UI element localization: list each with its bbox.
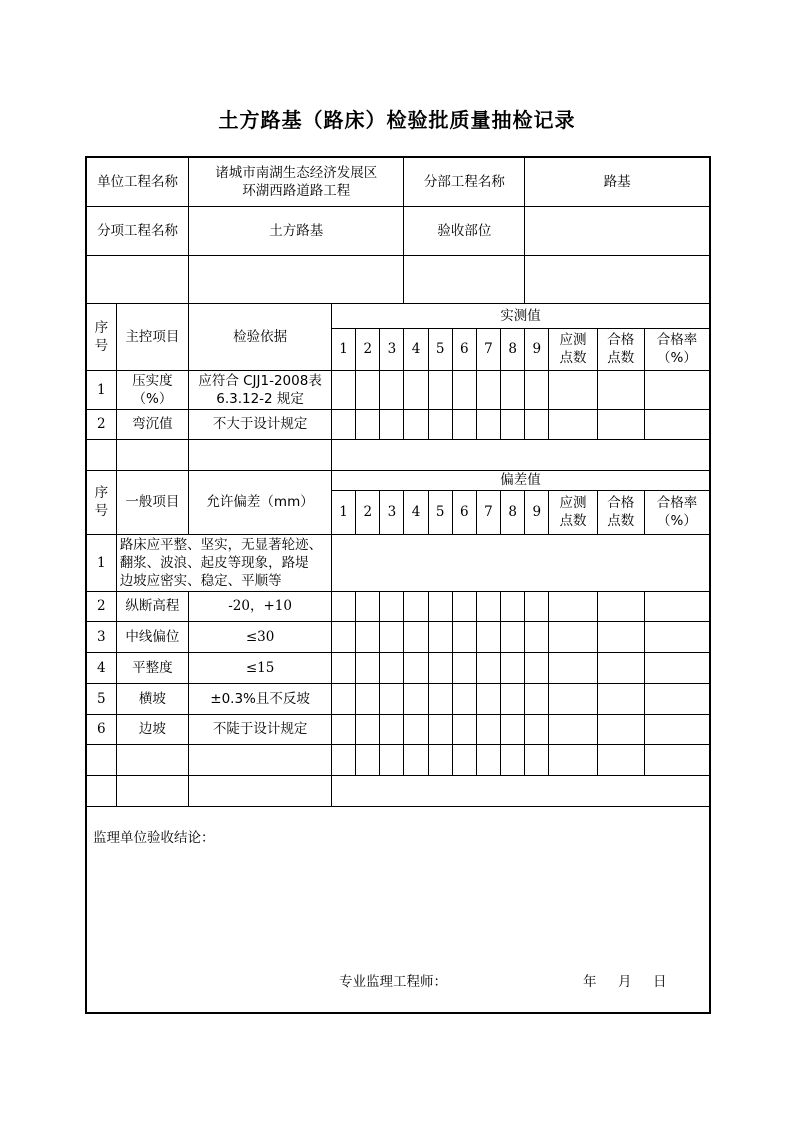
value-cell[interactable] [476, 591, 500, 621]
value-cell[interactable] [476, 370, 500, 409]
value-cell[interactable] [525, 621, 549, 652]
row-basis: 不陡于设计规定 [189, 714, 332, 744]
value-cell[interactable] [332, 714, 356, 744]
blank-cell[interactable] [116, 439, 188, 470]
value-cell[interactable] [597, 621, 644, 652]
row-basis: 应符合 CJJ1-2008表 6.3.12-2 规定 [189, 370, 332, 409]
table-row [86, 409, 710, 439]
blank-cell[interactable] [116, 744, 188, 775]
row-basis: ±0.3%且不反坡 [189, 683, 332, 714]
col-num: 2 [356, 328, 380, 370]
table-row [86, 591, 710, 621]
value-cell[interactable] [549, 652, 597, 683]
value-cell[interactable] [501, 370, 525, 409]
value-cell[interactable] [644, 591, 710, 621]
table-row [86, 621, 710, 652]
value-cell[interactable] [525, 591, 549, 621]
sub-project-value[interactable]: 路基 [525, 157, 710, 206]
value-cell[interactable] [356, 744, 380, 775]
value-cell[interactable] [404, 714, 428, 744]
row-basis: -20，+10 [189, 591, 332, 621]
blank-cell[interactable] [332, 775, 710, 806]
pass-rate-label: 合格率 （%） [644, 490, 710, 534]
value-cell[interactable] [380, 652, 404, 683]
blank-cell[interactable] [189, 255, 404, 303]
table-row [86, 714, 710, 744]
value-cell[interactable] [525, 409, 549, 439]
general-header-row [86, 470, 710, 490]
main-control-header-row [86, 303, 710, 328]
value-cell[interactable] [380, 714, 404, 744]
value-cell[interactable] [404, 621, 428, 652]
value-cell[interactable] [380, 744, 404, 775]
value-cell[interactable] [597, 714, 644, 744]
value-cell[interactable] [428, 370, 452, 409]
col-num: 4 [404, 328, 428, 370]
value-cell[interactable] [644, 409, 710, 439]
value-cell[interactable] [597, 591, 644, 621]
value-cell[interactable] [404, 370, 428, 409]
general-basis-label: 允许偏差（mm） [189, 470, 332, 534]
value-cell[interactable] [380, 621, 404, 652]
value-cell[interactable] [404, 744, 428, 775]
value-cell[interactable] [549, 591, 597, 621]
value-cell[interactable] [549, 409, 597, 439]
value-cell[interactable] [380, 409, 404, 439]
value-cell[interactable] [332, 409, 356, 439]
col-num: 5 [428, 328, 452, 370]
value-cell[interactable] [525, 683, 549, 714]
value-cell[interactable] [380, 370, 404, 409]
col-num: 7 [476, 490, 500, 534]
value-cell[interactable] [549, 714, 597, 744]
value-cell[interactable] [476, 652, 500, 683]
value-cell[interactable] [549, 370, 597, 409]
value-cell[interactable] [476, 714, 500, 744]
value-cell[interactable] [380, 683, 404, 714]
row-item: 横坡 [116, 683, 188, 714]
conclusion-row [86, 806, 710, 1013]
measured-value-label: 实测值 [332, 303, 710, 328]
blank-cell[interactable] [86, 744, 116, 775]
main-basis-label: 检验依据 [189, 303, 332, 370]
row-item: 压实度 （%） [116, 370, 188, 409]
points-label: 应测 点数 [549, 328, 597, 370]
value-cell[interactable] [476, 621, 500, 652]
deviation-value-label: 偏差值 [332, 470, 710, 490]
value-cell[interactable] [428, 591, 452, 621]
col-num: 1 [332, 490, 356, 534]
row-seq: 1 [86, 370, 116, 409]
value-cell[interactable] [428, 652, 452, 683]
value-cell[interactable] [428, 621, 452, 652]
value-cell[interactable] [644, 652, 710, 683]
acceptance-part-label: 验收部位 [404, 206, 525, 255]
date-year-label: 年 [583, 973, 597, 990]
value-cell[interactable] [356, 683, 380, 714]
value-cell[interactable] [452, 621, 476, 652]
pass-points-label: 合格 点数 [597, 328, 644, 370]
value-cell[interactable] [525, 370, 549, 409]
value-cell[interactable] [452, 714, 476, 744]
value-cell[interactable] [356, 652, 380, 683]
value-cell[interactable] [501, 591, 525, 621]
row-seq: 2 [86, 591, 116, 621]
value-cell[interactable] [332, 534, 710, 591]
row-item: 弯沉值 [116, 409, 188, 439]
row-basis: ≤15 [189, 652, 332, 683]
row-seq: 3 [86, 621, 116, 652]
conclusion-cell[interactable] [86, 806, 710, 1013]
header-row-blank [86, 255, 710, 303]
row-description: 路床应平整、坚实，无显著轮迹、 翻浆、波浪、起皮等现象，路堤 边坡应密实、稳定、平顺等 [116, 534, 331, 591]
blank-cell[interactable] [116, 775, 188, 806]
value-cell[interactable] [404, 683, 428, 714]
acceptance-part-value[interactable] [525, 206, 710, 255]
col-num: 3 [380, 328, 404, 370]
value-cell[interactable] [549, 683, 597, 714]
value-cell[interactable] [356, 591, 380, 621]
col-num: 6 [452, 490, 476, 534]
row-seq: 4 [86, 652, 116, 683]
row-item: 边坡 [116, 714, 188, 744]
blank-cell[interactable] [86, 439, 116, 470]
pass-points-label: 合格 点数 [597, 490, 644, 534]
value-cell[interactable] [452, 409, 476, 439]
value-cell[interactable] [644, 683, 710, 714]
value-cell[interactable] [644, 744, 710, 775]
row-item: 中线偏位 [116, 621, 188, 652]
value-cell[interactable] [332, 683, 356, 714]
value-cell[interactable] [501, 744, 525, 775]
value-cell[interactable] [597, 744, 644, 775]
blank-cell[interactable] [525, 255, 710, 303]
main-seq-label: 序 号 [86, 303, 116, 370]
sub-project-label: 分部工程名称 [404, 157, 525, 206]
col-num: 9 [525, 490, 549, 534]
col-num: 5 [428, 490, 452, 534]
value-cell[interactable] [332, 370, 356, 409]
value-cell[interactable] [404, 409, 428, 439]
main-item-label: 主控项目 [116, 303, 188, 370]
value-cell[interactable] [476, 744, 500, 775]
row-basis: ≤30 [189, 621, 332, 652]
value-cell[interactable] [476, 683, 500, 714]
item-project-value[interactable]: 土方路基 [189, 206, 404, 255]
blank-cell[interactable] [189, 775, 332, 806]
value-cell[interactable] [525, 652, 549, 683]
value-cell[interactable] [549, 744, 597, 775]
value-cell[interactable] [597, 683, 644, 714]
form-title: 土方路基（路床）检验批质量抽检记录 [218, 108, 576, 132]
engineer-signature-label: 专业监理工程师： [339, 973, 447, 990]
value-cell[interactable] [597, 409, 644, 439]
value-cell[interactable] [332, 652, 356, 683]
col-num: 1 [332, 328, 356, 370]
value-cell[interactable] [597, 652, 644, 683]
points-label: 应测 点数 [549, 490, 597, 534]
value-cell[interactable] [356, 714, 380, 744]
general-item-label: 一般项目 [116, 470, 188, 534]
value-cell[interactable] [501, 652, 525, 683]
row-seq: 2 [86, 409, 116, 439]
value-cell[interactable] [428, 683, 452, 714]
header-row-item [86, 206, 710, 255]
value-cell[interactable] [404, 591, 428, 621]
row-item: 平整度 [116, 652, 188, 683]
date-day-label: 日 [653, 973, 667, 990]
value-cell[interactable] [501, 683, 525, 714]
col-num: 3 [380, 490, 404, 534]
value-cell[interactable] [452, 591, 476, 621]
value-cell[interactable] [428, 409, 452, 439]
value-cell[interactable] [501, 409, 525, 439]
inspection-record-table [85, 156, 711, 1014]
value-cell[interactable] [356, 409, 380, 439]
value-cell[interactable] [356, 621, 380, 652]
value-cell[interactable] [428, 744, 452, 775]
value-cell[interactable] [452, 683, 476, 714]
value-cell[interactable] [525, 714, 549, 744]
col-num: 4 [404, 490, 428, 534]
col-num: 6 [452, 328, 476, 370]
value-cell[interactable] [332, 621, 356, 652]
value-cell[interactable] [380, 591, 404, 621]
blank-cell[interactable] [404, 255, 525, 303]
unit-project-value[interactable] [189, 157, 404, 206]
col-num: 8 [501, 490, 525, 534]
value-cell[interactable] [356, 370, 380, 409]
date-month-label: 月 [618, 973, 632, 990]
row-basis: 不大于设计规定 [189, 409, 332, 439]
unit-project-value-line1: 诸城市南湖生态经济发展区 [215, 164, 378, 181]
col-num: 7 [476, 328, 500, 370]
pass-rate-label: 合格率 （%） [644, 328, 710, 370]
table-row [86, 370, 710, 409]
header-row-unit [86, 157, 710, 206]
value-cell[interactable] [452, 370, 476, 409]
value-cell[interactable] [332, 744, 356, 775]
row-seq: 5 [86, 683, 116, 714]
value-cell[interactable] [644, 714, 710, 744]
value-cell[interactable] [452, 744, 476, 775]
blank-cell[interactable] [189, 439, 332, 470]
table-row-blank [86, 439, 710, 470]
col-num: 9 [525, 328, 549, 370]
blank-cell[interactable] [86, 255, 189, 303]
value-cell[interactable] [644, 621, 710, 652]
value-cell[interactable] [428, 714, 452, 744]
row-seq: 6 [86, 714, 116, 744]
value-cell[interactable] [597, 370, 644, 409]
blank-cell[interactable] [189, 744, 332, 775]
value-cell[interactable] [452, 652, 476, 683]
item-project-label: 分项工程名称 [86, 206, 189, 255]
value-cell[interactable] [549, 621, 597, 652]
blank-cell[interactable] [86, 775, 116, 806]
blank-cell[interactable] [332, 439, 710, 470]
row-seq: 1 [86, 534, 116, 591]
unit-project-label: 单位工程名称 [86, 157, 189, 206]
table-row [86, 652, 710, 683]
col-num: 2 [356, 490, 380, 534]
table-row [86, 683, 710, 714]
table-row-blank [86, 775, 710, 806]
value-cell[interactable] [501, 621, 525, 652]
row-item: 纵断高程 [116, 591, 188, 621]
value-cell[interactable] [332, 591, 356, 621]
value-cell[interactable] [404, 652, 428, 683]
value-cell[interactable] [525, 744, 549, 775]
table-row [86, 534, 710, 591]
value-cell[interactable] [644, 370, 710, 409]
conclusion-label: 监理单位验收结论： [93, 829, 215, 846]
table-row-blank [86, 744, 710, 775]
value-cell[interactable] [476, 409, 500, 439]
value-cell[interactable] [501, 714, 525, 744]
unit-project-value-line2: 环湖西路道路工程 [242, 182, 351, 199]
general-seq-label: 序 号 [86, 470, 116, 534]
col-num: 8 [501, 328, 525, 370]
